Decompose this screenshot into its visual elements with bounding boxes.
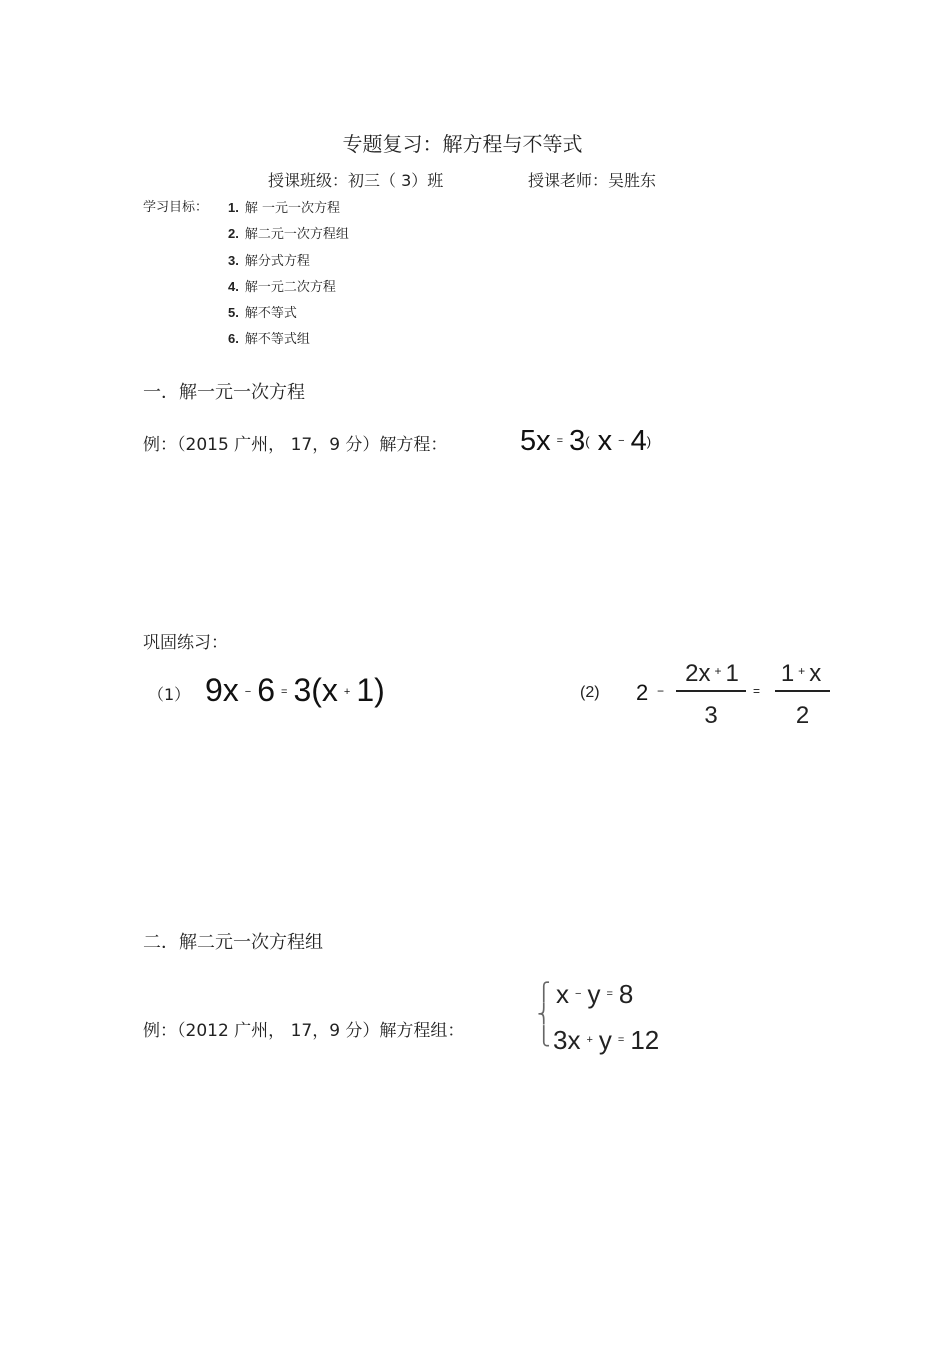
- section1-equation: 5x = 3( x − 4): [520, 425, 652, 457]
- practice2-minus: −: [657, 684, 665, 698]
- objective-item: 6. 解不等式组: [228, 331, 310, 348]
- practice2-equals: =: [753, 684, 761, 698]
- system-equation-1: x − y = 8: [556, 979, 634, 1009]
- objective-item: 4. 解一元二次方程: [228, 278, 336, 295]
- objective-item: 2. 解二元一次方程组: [228, 226, 349, 243]
- fraction1-numerator: 2x + 1: [685, 660, 739, 687]
- class-info: 授课班级：初三（ 3）班: [268, 171, 444, 190]
- section2-example: 例：（2012 广州， 17，9 分）解方程组：: [143, 1021, 465, 1041]
- system-brace: ⎧ ⎨ ⎩: [537, 982, 551, 1047]
- section1-example: 例：（2015 广州， 17，9 分）解方程：: [143, 435, 448, 455]
- practice2-lead: 2: [636, 680, 649, 705]
- objectives-label: 学习目标：: [143, 200, 209, 215]
- fraction2-bar: [775, 690, 830, 692]
- fraction2-denominator: 2: [795, 702, 810, 729]
- section1-heading: 一．解一元一次方程: [143, 382, 305, 403]
- fraction2-numerator: 1 + x: [780, 660, 822, 687]
- objectives-list: [228, 195, 349, 353]
- fraction1-bar: [676, 690, 746, 692]
- system-equation-2: 3x + y = 12: [553, 1025, 660, 1055]
- section2-heading: 二．解二元一次方程组: [143, 932, 323, 953]
- practice2-label: (2): [580, 684, 600, 701]
- teacher-info: 授课老师：吴胜东: [528, 171, 657, 190]
- fraction1-denominator: 3: [704, 702, 718, 729]
- objective-item: 3. 解分式方程: [228, 252, 310, 269]
- practice-label: 巩固练习：: [143, 633, 228, 653]
- practice1-label: （1）: [148, 685, 191, 704]
- objective-item: 5. 解不等式: [228, 305, 297, 322]
- objective-item: 1. 解 一元一次方程: [228, 200, 340, 216]
- practice1-equation: 9x − 6 = 3(x + 1): [205, 672, 385, 708]
- page-title: 专题复习：解方程与不等式: [342, 132, 583, 156]
